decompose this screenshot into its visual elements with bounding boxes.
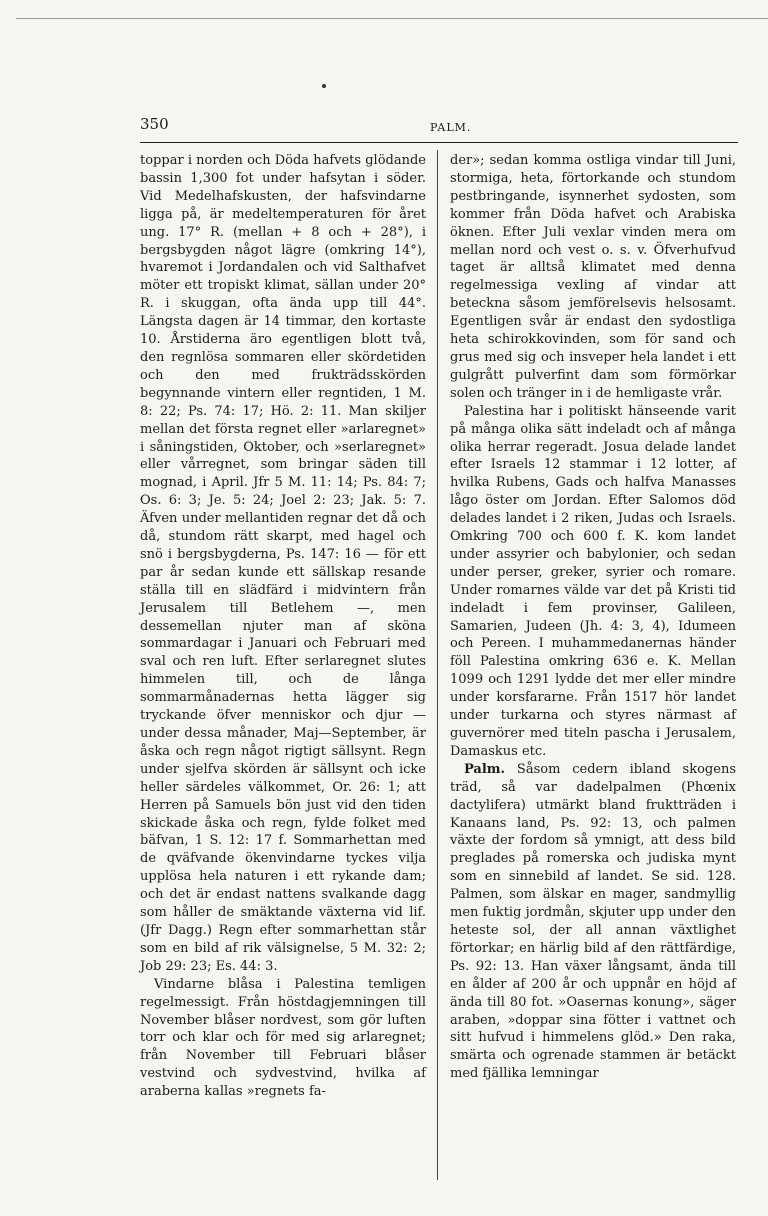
- left-paragraph-climate: toppar i norden och Döda hafvets glödande bassin 1,300 fot under hafsytan i söder. Vid Medelhafskusten, der hafsvindarne ligga på, är medeltemperaturen för året ung. 17° R. (mellan + 8 och + 28°), i bergsbygden något lägre (omkring 14°), hvaremot i Jordandalen och vid Salthafvet möter ett tropiskt klimat, sällan under 20° R. i skuggan, ofta ända upp till 44°. Längsta dagen är 14 timmar, den kortaste 10. Årstiderna äro egentligen blott två, den regnlösa sommaren eller skördetiden och den med frukträdsskörden begynnande vintern eller regntiden, 1 M. 8: 22; Ps. 74: 17; Hö. 2: 11. Man skiljer mellan det första regnet eller »arlaregnet» i såningstiden, Oktober, och »serlaregnet» eller vårregnet, som bringar säden till mognad, i April. Jfr 5 M. 11: 14; Ps. 84: 7; Os. 6: 3; Je. 5: 24; Joel 2: 23; Jak. 5: 7. Äfven under mellantiden regnar det då och då, stundom rätt skarpt, med hagel och snö i bergsbygderna, Ps. 147: 16 — för ett par år sedan kunde ett sällskap resande ställa till en slädfärd i midvintern från Jerusalem till Betlehem —, men dessemellan njuter man af sköna sommardagar i Januari och Februari med sval och ren luft. Efter serlaregnet slutes himmelen till, och de långa sommarmånadernas hetta lägger sig tryckande öfver menniskor och djur — under dessa månader, Maj—September, är åska och regn något rigtigt sällsynt. Regn under sjelfva skörden är sällsynt och icke heller särdeles välkommet, Or. 26: 1; att Herren på Samuels bön just vid den tiden skickade åska och regn, fylde folket med bäfvan, 1 S. 12: 17 f. Sommarhettan med de qväfvande ökenvindarne tyckes vilja upplösa hela naturen i ett rykande dam; och det är endast nattens svalkande dagg som håller de smäktande växterna vid lif. (Jfr Dagg.) Regn efter sommarhettan står som en bild af rik välsignelse, 5 M. 32: 2; Job 29: 23; Es. 44: 3.: [140, 153, 426, 974]
- running-head: PALM.: [430, 121, 472, 134]
- page-header: [140, 115, 738, 139]
- palm-headword: Palm.: [464, 761, 506, 777]
- ink-dot: [322, 84, 326, 88]
- header-rule: [140, 142, 738, 143]
- column-divider: [437, 150, 438, 1180]
- right-paragraph-politics: Palestina har i politiskt hänseende varit på många olika sätt indeladt och af många olika herrar regeradt. Josua delade landet efter Israels 12 stammar i 12 lotter, af hvilka Rubens, Gads och halfva Manasses lågo öster om Jordan. Efter Salomos död delades landet i 2 riken, Judas och Israels. Omkring 700 och 600 f. K. kom landet under assyrier och babylonier, och sedan under perser, greker, syrier och romare. Under romarnes välde var det på Kristi tid indeladt i fem provinser, Galileen, Samarien, Judeen (Jh. 4: 3, 4), Idumeen och Pereen. I muhammedanernas händer föll Palestina omkring 636 e. K. Mellan 1099 och 1291 lydde det mer eller mindre under korsfararne. Från 1517 hör landet under turkarna och styres närmast af guvernörer med titeln pascha i Jerusalem, Damaskus etc.: [450, 403, 736, 759]
- palm-entry-text: Såsom cedern ibland skogens träd, så var dadelpalmen (Phœnix dactylifera) utmärkt bland fruktträden i Kanaans land, Ps. 92: 13, och palmen växte der fordom så ymnigt, att dess bild preglades på romerska och judiska mynt som en sinnebild af landet. Se sid. 128. Palmen, som älskar en mager, sandmyllig men fuktig jordmån, skjuter upp under den heteste sol, der all annan växtlighet förtorkar; en härlig bild af den rättfärdige, Ps. 92: 13. Han växer långsamt, ända till en ålder af 200 år och uppnår en höjd af ända till 80 fot. »Oasernas konung», säger araben, »doppar sina fötter i vattnet och sitt hufvud i himmelens glöd.» Den raka, smärta och ogrenade stammen är betäckt med fjällika lemningar: [450, 761, 736, 1082]
- palm-entry: [450, 761, 736, 1083]
- left-column: [140, 152, 426, 1101]
- right-paragraph-winds-cont: der»; sedan komma ostliga vindar till Juni, stormiga, heta, förtorkande och stundom pestbringande, isynnerhet sydosten, som kommer från Döda hafvet och Arabiska öknen. Efter Juli vexlar vinden mera om mellan nord och vest o. s. v. Öfverhufvud taget är alltså klimatet med denna regelmessiga vexling af vindar att beteckna såsom jemförelsevis helsosamt. Egentligen svår är endast den sydostliga heta schirokkovinden, som för sand och grus med sig och insveper hela landet i ett gulgrått pulverfint dam som förmörkar solen och tränger in i de hemligaste vrår.: [450, 153, 736, 401]
- page-number: 350: [140, 115, 169, 133]
- right-column: [450, 152, 736, 1083]
- top-edge-rule: [16, 18, 768, 19]
- left-paragraph-winds: Vindarne blåsa i Palestina temligen regelmessigt. Från höstdagjemningen till November blåser nordvest, som gör luften torr och klar och för med sig arlaregnet; från November till Februari blåser vestvind och sydvestvind, hvilka af araberna kallas »regnets fa-: [140, 976, 426, 1100]
